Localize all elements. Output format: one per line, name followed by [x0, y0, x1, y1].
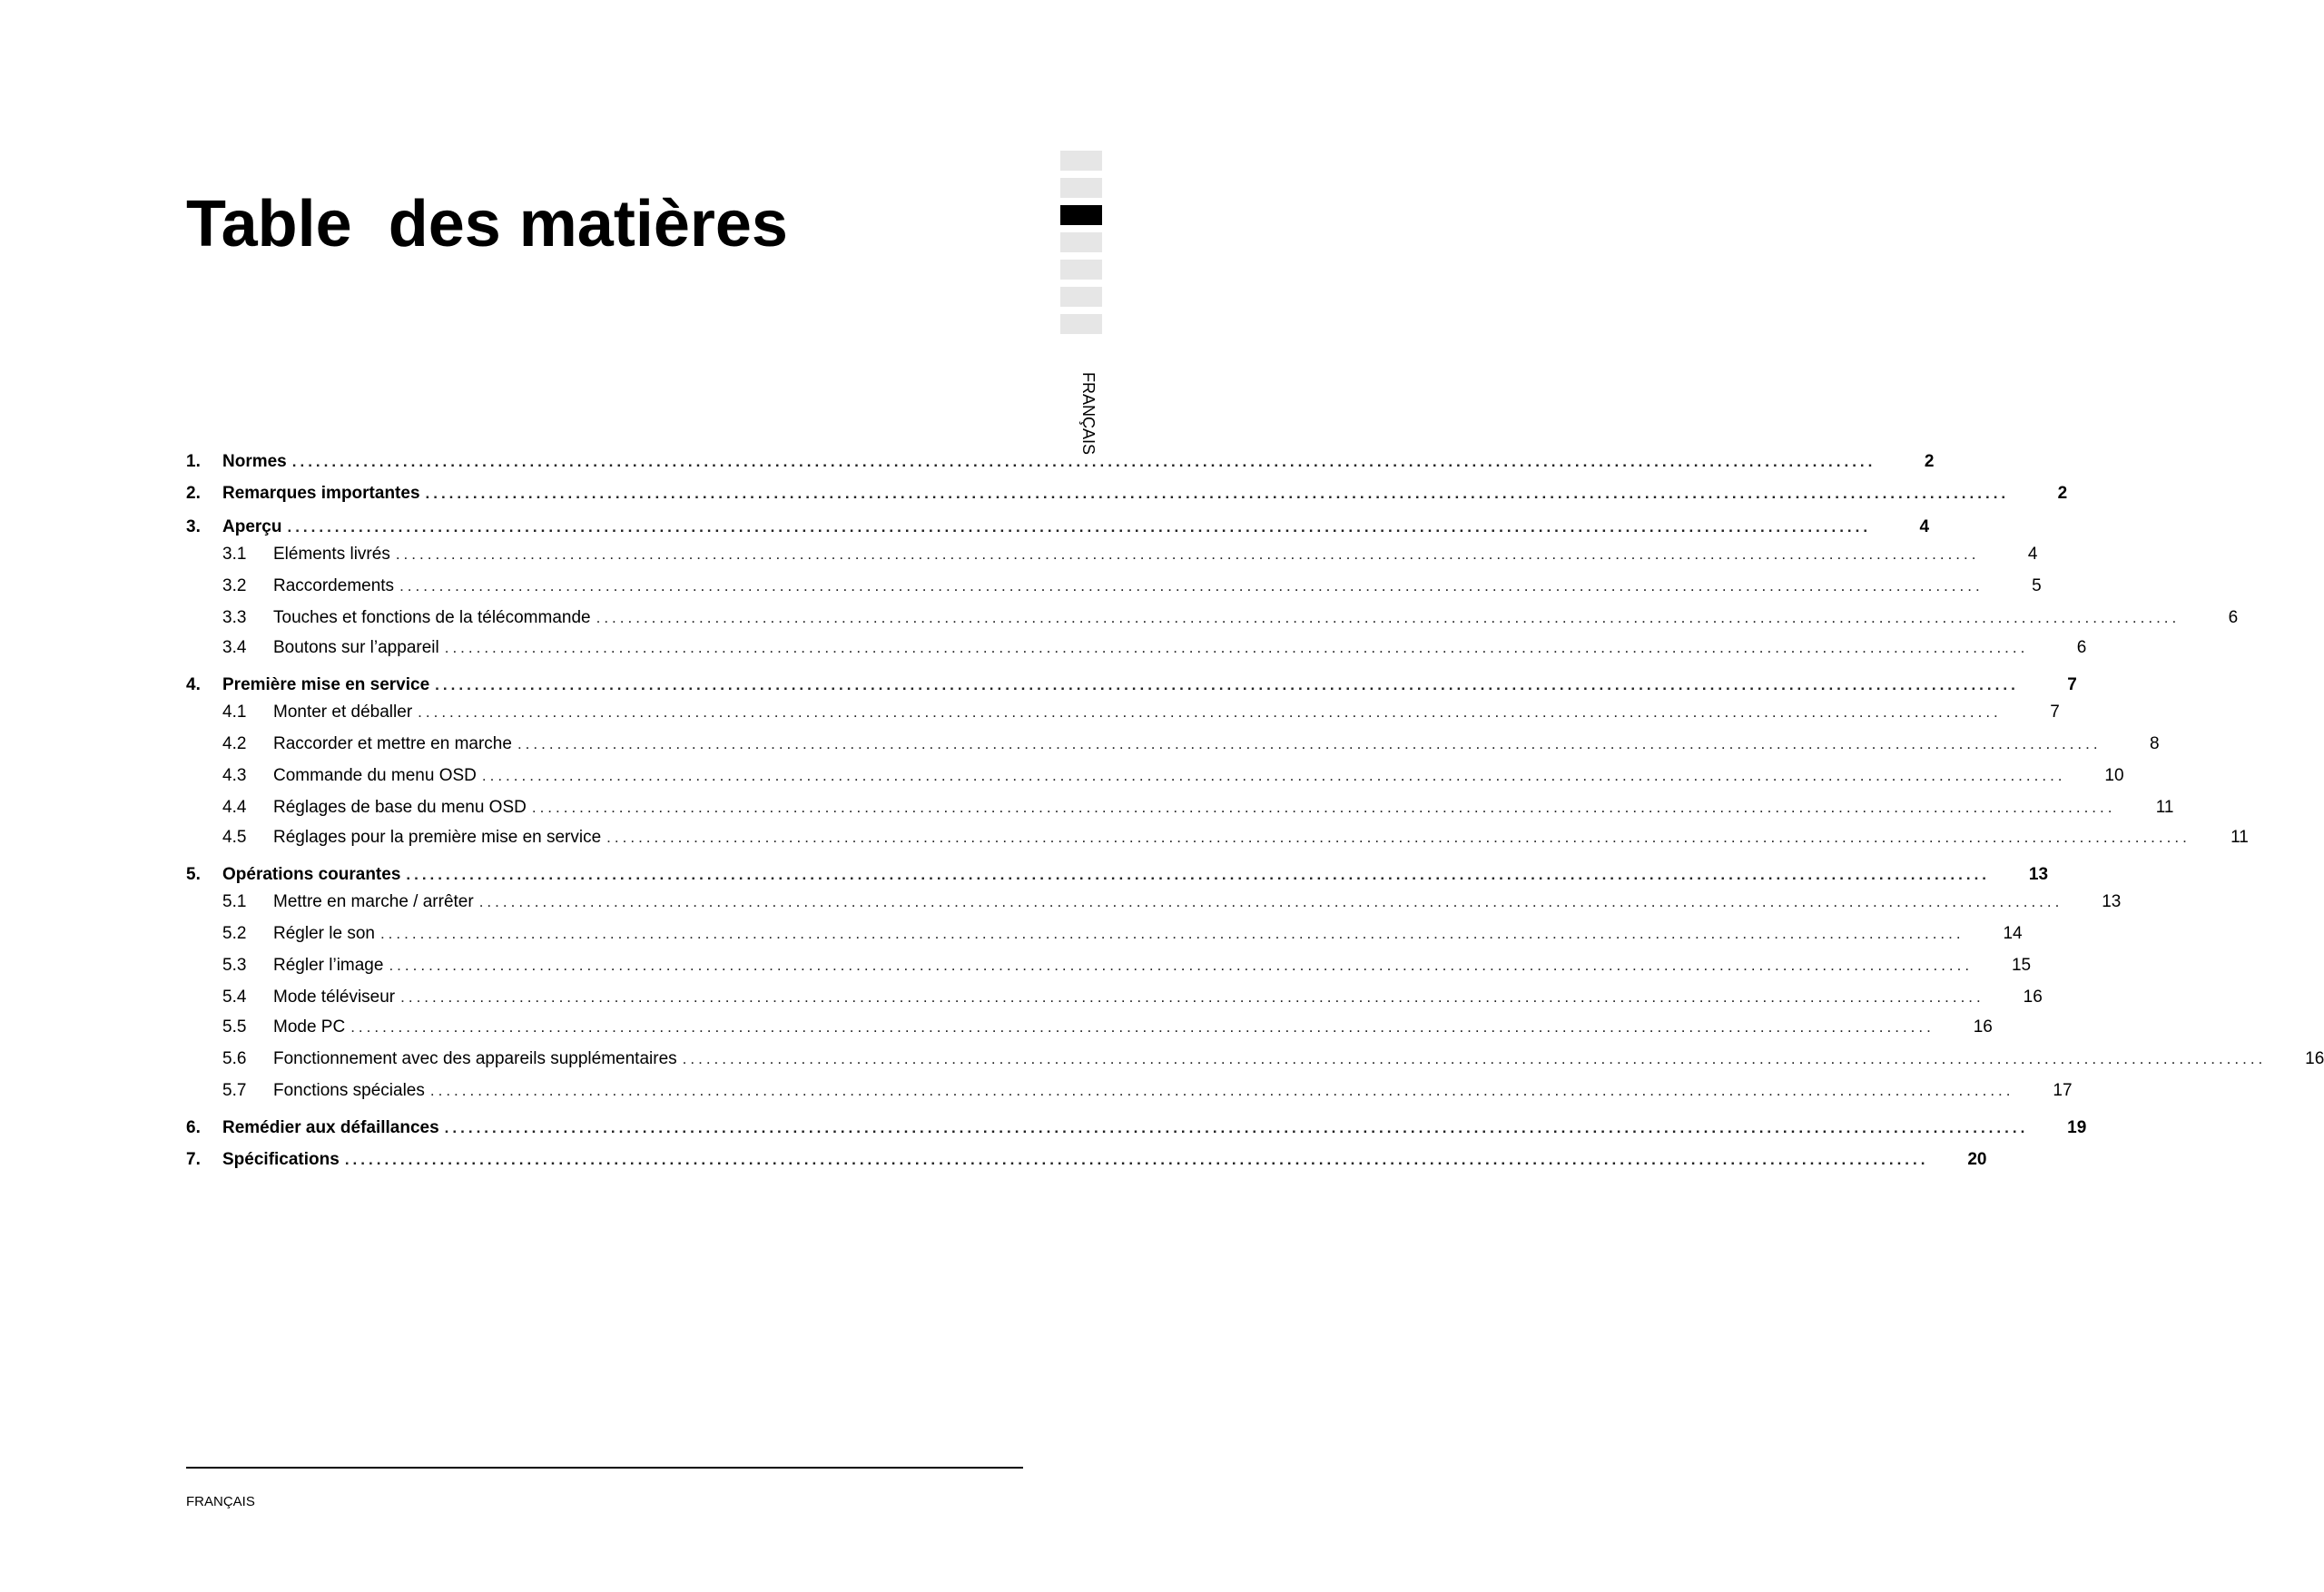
toc-entry-number: 5.2 [222, 924, 247, 943]
language-tab [1060, 232, 1102, 252]
toc-entry-label: Mettre en marche / arrêter [273, 892, 474, 911]
language-tab [1060, 178, 1102, 198]
toc-entry-label: Remarques importantes [222, 484, 420, 503]
toc-entry-label: Fonctions spéciales [273, 1081, 425, 1100]
page-title: Table des matières [186, 188, 788, 260]
language-tab-active [1060, 205, 1102, 225]
toc-entry-page: 4 [2027, 545, 2038, 564]
toc-entry[interactable] [186, 826, 2249, 850]
toc-leader-dots: ........................................................................................................................................................................................................ [395, 545, 1980, 563]
toc-entry-label: Eléments livrés [273, 545, 390, 564]
toc-entry-number: 3.3 [222, 608, 247, 627]
toc-entry-label: Mode téléviseur [273, 988, 396, 1007]
toc-entry-page: 8 [2150, 734, 2160, 753]
toc-entry-number: 5.1 [222, 892, 247, 911]
toc-leader-dots: ........................................................................................................................................................................................................ [291, 453, 1876, 470]
toc-leader-dots: ........................................................................................................................................................................................................ [400, 988, 1984, 1006]
toc-entry-number: 5.4 [222, 988, 247, 1007]
toc-entry-page: 6 [2076, 638, 2087, 657]
toc-leader-dots: ........................................................................................................................................................................................................ [389, 957, 1974, 974]
toc-entry-page: 11 [2155, 798, 2174, 817]
toc-entry-number: 5.6 [222, 1049, 247, 1068]
toc-entry-number: 4.3 [222, 766, 247, 785]
toc-entry-page: 13 [2028, 865, 2049, 884]
toc-entry-page: 17 [2053, 1081, 2073, 1100]
toc-entry-page: 15 [2011, 956, 2032, 975]
toc-entry[interactable] [186, 863, 2049, 887]
toc-leader-dots: ........................................................................................................................................................................................................ [606, 829, 2191, 846]
toc-entry-page: 2 [2057, 484, 2068, 503]
toc-leader-dots: ........................................................................................................................................................................................................ [425, 485, 2010, 502]
toc-entry[interactable] [186, 986, 2043, 1009]
language-tab [1060, 287, 1102, 307]
toc-entry-label: Régler le son [273, 924, 375, 943]
toc-entry[interactable] [186, 1148, 1987, 1172]
toc-entry[interactable] [186, 796, 2174, 820]
toc-entry[interactable] [186, 1116, 2087, 1140]
toc-entry-page: 2 [1924, 452, 1935, 471]
toc-entry-page: 7 [2050, 703, 2060, 722]
toc-entry-number: 4.4 [222, 798, 247, 817]
toc-entry[interactable] [186, 606, 2239, 630]
toc-leader-dots: ........................................................................................................................................................................................................ [399, 577, 1984, 595]
toc-entry[interactable] [186, 732, 2160, 756]
toc-entry-label: Touches et fonctions de la télécommande [273, 608, 591, 627]
toc-entry-page: 19 [2067, 1118, 2087, 1137]
toc-entry-label: Normes [222, 452, 287, 471]
toc-entry-page: 5 [2032, 576, 2042, 595]
toc-entry-page: 13 [2102, 892, 2122, 911]
toc-entry-number: 4.5 [222, 828, 247, 847]
toc-leader-dots: ........................................................................................................................................................................................................ [435, 676, 2019, 693]
toc-entry-label: Boutons sur l’appareil [273, 638, 439, 657]
toc-leader-dots: ........................................................................................................................................................................................................ [444, 639, 2029, 656]
toc-entry-label: Raccorder et mettre en marche [273, 734, 512, 753]
toc-entry[interactable] [186, 1079, 2073, 1103]
toc-entry[interactable] [186, 636, 2087, 660]
toc-entry-number: 2. [186, 484, 201, 503]
toc-entry-number: 5.5 [222, 1017, 247, 1037]
toc-entry[interactable] [186, 543, 2038, 566]
side-language-text: FRANÇAIS [1079, 372, 1098, 456]
toc-entry-label: Remédier aux défaillances [222, 1118, 439, 1137]
toc-entry-number: 3.1 [222, 545, 247, 564]
toc-entry-number: 6. [186, 1118, 201, 1137]
language-tab [1060, 314, 1102, 334]
toc-entry-number: 5.3 [222, 956, 247, 975]
toc-entry[interactable] [186, 1016, 1993, 1039]
toc-entry[interactable] [186, 482, 2068, 506]
toc-leader-dots: ........................................................................................................................................................................................................ [344, 1151, 1929, 1168]
toc-entry-label: Aperçu [222, 517, 282, 536]
toc-entry-label: Raccordements [273, 576, 395, 595]
toc-entry-number: 3.2 [222, 576, 247, 595]
toc-entry-label: Mode PC [273, 1017, 346, 1037]
toc-entry-label: Réglages de base du menu OSD [273, 798, 527, 817]
toc-entry[interactable] [186, 673, 2077, 697]
toc-leader-dots: ........................................................................................................................................................................................................ [287, 518, 1872, 536]
toc-entry[interactable] [186, 1047, 2324, 1071]
toc-entry-number: 3.4 [222, 638, 247, 657]
toc-entry-page: 14 [2003, 924, 2023, 943]
toc-entry[interactable] [186, 450, 1935, 474]
toc-leader-dots: ........................................................................................................................................................................................................ [350, 1018, 1935, 1036]
footer-divider [186, 1467, 1023, 1469]
toc-entry-label: Première mise en service [222, 675, 430, 694]
toc-leader-dots: ........................................................................................................................................................................................................ [531, 799, 2116, 816]
toc-entry-page: 4 [1919, 517, 1930, 536]
toc-leader-dots: ........................................................................................................................................................................................................ [682, 1050, 2267, 1067]
toc-entry[interactable] [186, 701, 2060, 724]
toc-leader-dots: ........................................................................................................................................................................................................ [418, 703, 2002, 721]
toc-entry-page: 16 [1973, 1017, 1993, 1037]
toc-entry-number: 5. [186, 865, 201, 884]
toc-entry-page: 6 [2228, 608, 2239, 627]
toc-entry-label: Spécifications [222, 1150, 340, 1169]
toc-entry[interactable] [186, 516, 1930, 539]
footer-language-label: FRANÇAIS [186, 1494, 255, 1509]
toc-entry-label: Opérations courantes [222, 865, 401, 884]
toc-entry-label: Commande du menu OSD [273, 766, 477, 785]
toc-entry-label: Monter et déballer [273, 703, 413, 722]
toc-entry[interactable] [186, 764, 2124, 788]
toc-leader-dots: ........................................................................................................................................................................................................ [481, 767, 2066, 784]
toc-entry-page: 11 [2230, 828, 2249, 847]
toc-entry-number: 4. [186, 675, 201, 694]
toc-entry-number: 4.1 [222, 703, 247, 722]
toc-entry-number: 1. [186, 452, 201, 471]
toc-leader-dots: ........................................................................................................................................................................................................ [429, 1082, 2014, 1099]
toc-entry-label: Réglages pour la première mise en service [273, 828, 602, 847]
toc-entry-page: 7 [2067, 675, 2077, 694]
toc-entry-number: 5.7 [222, 1081, 247, 1100]
toc-entry[interactable] [186, 890, 2122, 914]
toc-leader-dots: ........................................................................................................................................................................................................ [444, 1119, 2029, 1136]
toc-leader-dots: ........................................................................................................................................................................................................ [379, 925, 1965, 942]
language-tabs [1060, 151, 1102, 341]
toc-leader-dots: ........................................................................................................................................................................................................ [406, 866, 1991, 883]
toc-leader-dots: ........................................................................................................................................................................................................ [478, 893, 2063, 910]
toc-entry-number: 3. [186, 517, 201, 536]
toc-entry-page: 20 [1967, 1150, 1987, 1169]
toc-leader-dots: ........................................................................................................................................................................................................ [517, 735, 2102, 752]
toc-entry-number: 4.2 [222, 734, 247, 753]
toc-entry-label: Régler l’image [273, 956, 384, 975]
language-tab [1060, 151, 1102, 171]
toc-entry-page: 16 [2305, 1049, 2324, 1068]
toc-entry[interactable] [186, 954, 2032, 978]
toc-entry-page: 16 [2023, 988, 2043, 1007]
toc-entry[interactable] [186, 575, 2042, 598]
toc-leader-dots: ........................................................................................................................................................................................................ [596, 609, 2181, 626]
toc-entry-page: 10 [2104, 766, 2124, 785]
toc-entry-label: Fonctionnement avec des appareils supplémentaires [273, 1049, 677, 1068]
toc-entry-number: 7. [186, 1150, 201, 1169]
language-tab [1060, 260, 1102, 280]
toc-entry[interactable] [186, 922, 2023, 946]
